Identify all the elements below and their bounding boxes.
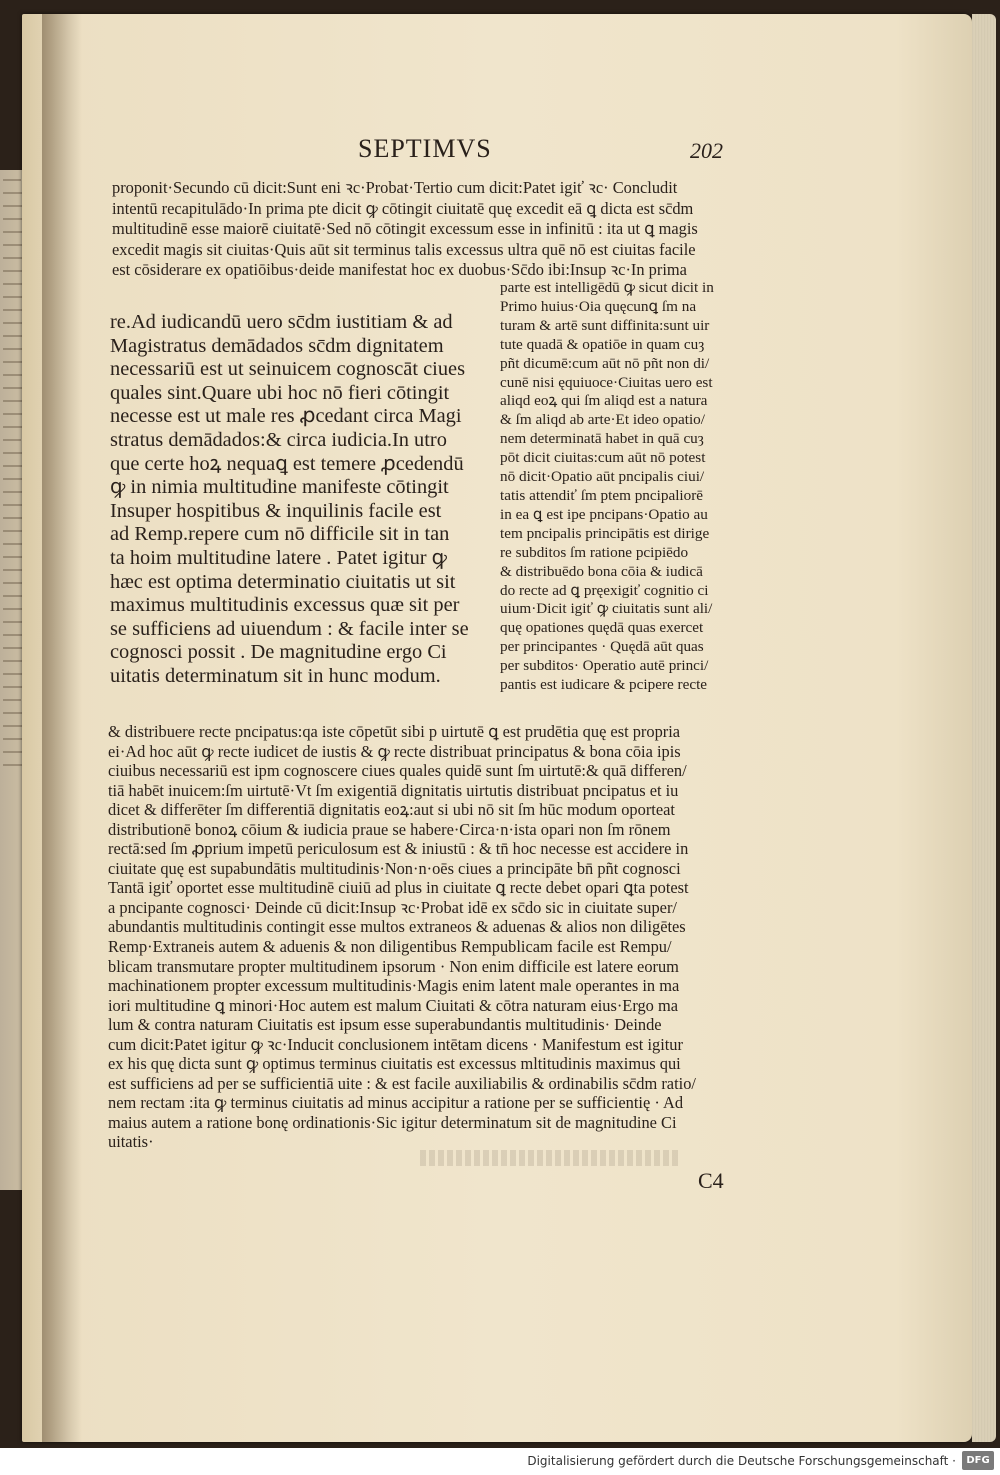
- show-through-bleed: [420, 1150, 680, 1166]
- commentary-line: uium·Dicit igiť ꝙ ciuitatis sunt ali/: [500, 600, 713, 618]
- main-text-line: necessariū est ut seinuicem cognoscāt ciues: [110, 358, 466, 381]
- commentary-line: quę opationes quędā quas exercet: [500, 619, 704, 637]
- facing-page-text-fragment: [3, 179, 21, 181]
- commentary-line: re subditos ſm ratione pcipiēdo: [500, 543, 689, 561]
- commentary-line: tatis attendiť ſm ptem pncipaliorē: [500, 486, 704, 504]
- commentary-line: distributionē bonoꝝ cōium & iudicia praue se habere·Circa·n·ista opari non ſm rōnem: [108, 819, 671, 839]
- commentary-line: ciuibus necessariū est ipm cognoscere ciues quales quidē sunt ſm uirtutē:& quā differen/: [108, 761, 687, 781]
- main-text-line: necesse est ut male res ꝓcedant circa Magi: [110, 405, 462, 428]
- commentary-line: & distribuere recte pncipatus:qa iste cōpetūt sibi p uirtutē ꝗ est prudētia quę est propria: [108, 722, 681, 741]
- commentary-line: proponit·Secundo cū dicit:Sunt eni ꝛc·Probat·Tertio cum dicit:Patet igiť ꝛc· Concludit: [112, 178, 678, 197]
- commentary-line: lum & contra naturam Ciuitatis est ipsum esse superabundantis multitudinis· Deinde: [108, 1015, 662, 1035]
- main-text-line: cognosci possit . De magnitudine ergo Ci: [110, 641, 447, 664]
- main-text-line: Insuper hospitibus & inquilinis facile est: [110, 499, 442, 522]
- page-gutter-shadow: [42, 14, 82, 1442]
- main-text-line: se sufficiens ad uiuendum : & facile inter se: [110, 617, 469, 640]
- main-text-line: quales sint.Quare ubi hoc nō fieri cōtingit: [110, 381, 450, 404]
- commentary-line: tem pncipalis principātis est dirige: [500, 524, 710, 542]
- commentary-line: ei·Ad hoc aūt ꝙ recte iudicet de iustis & ꝙ recte distribuat principatus & bona cōia ipis: [108, 741, 681, 761]
- commentary-line: nem determinatā habet in quā cuȝ: [500, 430, 704, 448]
- commentary-line: intentū recapitulādo·In prima pte dicit ꝙ cōtingit ciuitatē quę excedit eā ꝗ dicta est sc̄dm: [112, 198, 694, 218]
- commentary-line: nem rectam :ita ꝙ terminus ciuitatis ad minus accipitur a ratione per se sufficientię · Ad: [108, 1093, 684, 1113]
- commentary-line: ex his quę dicta sunt ꝙ optimus terminus ciuitatis est excessus mltitudinis maximus qui: [108, 1054, 681, 1074]
- commentary-line: uitatis·: [108, 1132, 154, 1152]
- commentary-line: nō dicit·Opatio aūt pncipalis ciui/: [500, 468, 705, 486]
- facing-page-text-fragment: [3, 699, 21, 701]
- main-text-line: uitatis determinatum sit in hunc modum.: [110, 664, 441, 687]
- facing-page-text-fragment: [3, 296, 24, 298]
- commentary-line: rectā:sed ſm ꝓprium impetū periculosum est & iniustū : & tn̄ hoc necesse est accidere in: [108, 839, 689, 859]
- commentary-line: blicam transmutare propter multitudinem ipsorum · Non enim difficile est latere eorum: [108, 956, 679, 976]
- facing-page-text-fragment: [3, 257, 23, 259]
- commentary-line: Primo huius·Oia quęcunꝗ ſm na: [500, 297, 697, 315]
- commentary-line: per subditos· Operatio autē princi/: [500, 657, 709, 675]
- commentary-line: cunē nisi ęquiuoce·Ciuitas uero est: [500, 373, 713, 391]
- footer-bar: [0, 1448, 1000, 1475]
- commentary-line: do recte ad ꝗ pręexigiť cognitio ci: [500, 581, 709, 599]
- main-text-line: maximus multitudinis excessus quæ sit per: [110, 594, 460, 617]
- main-text-line: que certe hoꝝ nequaꝗ est temere ꝓcedendū: [110, 452, 464, 475]
- commentary-line: tiā habēt inuicem:ſm uirtutē·Vt ſm exigentiā dignitatis uirtutis distribuat pncipatus et iu: [108, 780, 679, 800]
- commentary-line: excedit magis sit ciuitas·Quis aūt sit terminus talis excessus ultra quē nō est ciuitas facile: [112, 239, 696, 259]
- commentary-top-block: [112, 178, 757, 281]
- main-text-block: [110, 311, 484, 689]
- commentary-line: Remp·Extraneis autem & aduenis & non diligentibus Rempublicam facile est Rempu/: [108, 937, 672, 957]
- commentary-line: est sufficiens ad per se sufficientiā uite : & est facile auxiliabilis & ordinabilis sc̄dm ratio/: [108, 1073, 696, 1093]
- commentary-line: pantis est iudicare & pcipere recte: [500, 676, 708, 694]
- commentary-line: maius autem a ratione bonę ordinationis·Sic igitur determinatum sit de magnitudine Ci: [108, 1112, 677, 1132]
- signature-mark: C4: [698, 1168, 724, 1193]
- commentary-right-block: [500, 279, 757, 695]
- main-text-line: ta hoim multitudine latere . Patet igitur ꝙ: [110, 546, 447, 569]
- commentary-line: Tantā igiť oportet esse multitudinē ciuiū ad plus in ciuitate ꝗ recte debet opari ꝗta potest: [108, 878, 689, 898]
- commentary-line: in ea ꝗ est ipe pncipans·Opatio au: [500, 505, 708, 523]
- commentary-line: pñt dicumē:cum aūt nō pñt non di/: [500, 354, 710, 372]
- folio-number: 202: [690, 138, 723, 163]
- dfg-logo: DFG: [962, 1451, 994, 1470]
- main-text-line: ad Remp.repere cum nō difficile sit in tan: [110, 523, 450, 546]
- facing-page-text-fragment: [3, 738, 22, 740]
- commentary-line: ciuitate quę est supabundātis multitudinis·Non·n·oēs ciues a principāte bn̄ pñt cognosci: [108, 858, 681, 878]
- commentary-line: cum dicit:Patet igitur ꝙ ꝛc·Inducit conclusionem intētam dicens · Manifestum est igitur: [108, 1034, 683, 1054]
- commentary-bottom-block: [108, 722, 760, 1152]
- commentary-line: parte est intelligēdū ꝙ sicut dicit in: [500, 279, 714, 296]
- facing-page-text-fragment: [3, 478, 22, 480]
- running-head: SEPTIMVS: [358, 134, 492, 163]
- commentary-line: & distribuēdo bona cōia & iudicā: [500, 562, 703, 580]
- commentary-line: & ſm aliqd ab arte·Et ideo opatio/: [500, 411, 705, 429]
- commentary-line: abundantis multitudinis contingit esse multos extraneos & aduenas & alios non diligētes: [108, 917, 686, 937]
- main-text-line: hæc est optima determinatio ciuitatis ut sit: [110, 570, 456, 593]
- commentary-line: per principantes · Quędā aūt quas: [500, 638, 704, 656]
- main-text-line: re.Ad iudicandū uero sc̄dm iustitiam & ad: [110, 311, 453, 333]
- funding-credit: Digitalisierung gefördert durch die Deutsche Forschungsgemeinschaft ·: [527, 1454, 956, 1468]
- commentary-line: turam & artē sunt diffinita:sunt uir: [500, 316, 710, 334]
- main-text-line: ꝙ in nimia multitudine manifeste cōtingit: [110, 476, 449, 499]
- commentary-line: a pncipante cognosci· Deinde cū dicit:Insup ꝛc·Probat idē ex sc̄do sic in ciuitate super/: [108, 897, 677, 917]
- facing-page-text-fragment: [3, 556, 24, 558]
- commentary-line: multitudinē esse maiorē ciuitatē·Sed nō cōtingit excessum esse in infinitū : ita ut ꝗ magis: [112, 219, 698, 239]
- commentary-line: pōt dicit ciuitas:cum aūt nō potest: [500, 449, 706, 467]
- page-fore-edge: [972, 14, 996, 1442]
- commentary-line: est cōsiderare ex opatiōibus·deide manifestat hoc ex duobus·Sc̄do ibi:Insup ꝛc·In prima: [112, 260, 687, 280]
- main-text-line: Magistratus demādados sc̄dm dignitatem: [110, 334, 444, 357]
- facing-page-text-fragment: [3, 439, 21, 441]
- commentary-line: aliqd eoꝝ qui ſm aliqd est a natura: [500, 392, 708, 410]
- commentary-line: dicet & differēter ſm differentiā dignitatis eoꝝ:aut si ubi nō sit ſm hūc modum oporteat: [108, 800, 675, 820]
- commentary-line: iori multitudine ꝗ minori·Hoc autem est malum Ciuitati & cōtra naturam eius·Ergo ma: [108, 995, 678, 1015]
- facing-page-text-fragment: [3, 517, 23, 519]
- commentary-line: tute quadā & opatiōe in quam cuȝ: [500, 335, 705, 353]
- facing-page-text-fragment: [3, 218, 22, 220]
- commentary-line: machinationem propter excessum multitudinis·Magis enim latent male operantes in ma: [108, 976, 680, 996]
- main-text-line: stratus demādados:& circa iudicia.In utro: [110, 428, 447, 451]
